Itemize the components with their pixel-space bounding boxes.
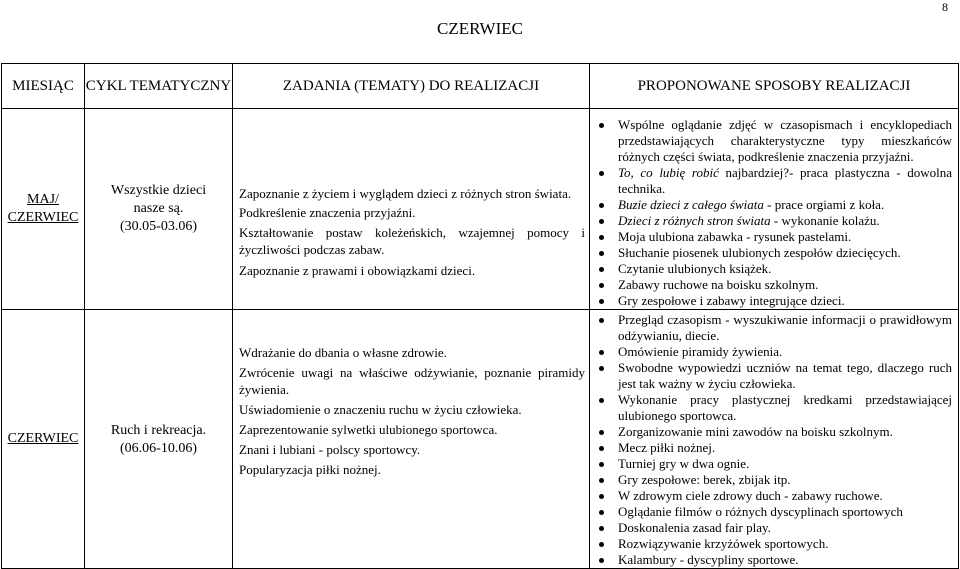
way-text: Turniej gry w dwa ognie.: [618, 456, 750, 471]
header-tasks: ZADANIA (TEMATY) DO REALIZACJI: [233, 64, 590, 109]
way-text: Czytanie ulubionych książek.: [618, 261, 772, 276]
way-text: - wykonanie kolażu.: [770, 213, 880, 228]
bullet-icon: [599, 542, 604, 547]
way-text: Omówienie piramidy żywienia.: [618, 344, 783, 359]
list-item: [618, 360, 952, 392]
cycle-line: nasze są.: [133, 201, 184, 216]
way-text: Wspólne oglądanie zdjęć w czasopismach i encyklopediach przedstawiających charakterystyczne typy mieszkańców różnych części świata, podkreślenie znaczenia przyjaźni.: [618, 117, 952, 164]
cycle-line: (06.06-10.06): [120, 441, 197, 456]
month-line: CZERWIEC: [7, 431, 79, 446]
list-item: [618, 229, 952, 245]
table-header-row: [2, 64, 959, 109]
cycle-line: Ruch i rekreacja.: [110, 423, 207, 438]
task-item: Kształtowanie postaw koleżeńskich, wzajemnej pomocy i życzliwości podczas zabaw.: [239, 225, 585, 257]
list-item: [618, 424, 952, 440]
way-text: Wykonanie pracy plastycznej kredkami przedstawiającej ulubionego sportowca.: [618, 392, 952, 423]
task-item: Popularyzacja piłki nożnej.: [239, 462, 381, 477]
way-text: Gry zespołowe: berek, zbijak itp.: [618, 472, 791, 487]
bullet-icon: [599, 430, 604, 435]
bullet-icon: [599, 526, 604, 531]
plan-table: [1, 63, 959, 569]
way-text: Moja ulubiona zabawka - rysunek pastelami.: [618, 229, 852, 244]
bullet-icon: [599, 494, 604, 499]
list-item: [618, 165, 952, 197]
month-line: CZERWIEC: [7, 210, 79, 225]
ways-list: [594, 117, 952, 309]
way-text: Oglądanie filmów o różnych dyscyplinach sportowych: [618, 504, 903, 519]
cycle-line: Wszystkie dzieci: [110, 183, 207, 198]
way-text: Kalambury - dyscypliny sportowe.: [618, 552, 799, 567]
task-item: Zapoznanie z prawami i obowiązkami dzieci.: [239, 263, 476, 278]
bullet-icon: [599, 219, 604, 224]
document-title: CZERWIEC: [437, 19, 523, 38]
list-item: [618, 504, 952, 520]
bullet-icon: [599, 171, 604, 176]
bullet-icon: [599, 398, 604, 403]
way-text: Rozwiązywanie krzyżówek sportowych.: [618, 536, 829, 551]
task-item: Uświadomienie o znaczeniu ruchu w życiu człowieka.: [239, 402, 522, 417]
way-text: - prace orgiami z koła.: [763, 197, 885, 212]
month-cell: [2, 310, 85, 569]
task-item: Wdrażanie do dbania o własne zdrowie.: [239, 345, 447, 360]
header-ways: PROPONOWANE SPOSOBY REALIZACJI: [590, 64, 959, 109]
ways-cell: [590, 109, 959, 310]
list-item: [618, 392, 952, 424]
page-number: 8: [942, 0, 948, 14]
header-month: MIESIĄC: [2, 64, 85, 109]
list-item: [618, 261, 952, 277]
bullet-icon: [599, 366, 604, 371]
list-item: [618, 213, 952, 229]
bullet-icon: [599, 446, 604, 451]
tasks-cell: [233, 109, 590, 310]
list-item: [618, 488, 952, 504]
task-item: Zapoznanie z życiem i wyglądem dzieci z różnych stron świata.: [239, 186, 572, 201]
cycle-cell: [85, 109, 233, 310]
cycle-line: (30.05-03.06): [120, 219, 197, 234]
list-item: [618, 245, 952, 261]
list-item: [618, 344, 952, 360]
ways-cell: [590, 310, 959, 569]
list-item: [618, 117, 952, 165]
way-text: Swobodne wypowiedzi uczniów na temat tego, dlaczego ruch jest tak ważny w życiu człowieka.: [618, 360, 952, 391]
way-text: W zdrowym ciele zdrowy duch - zabawy ruchowe.: [618, 488, 883, 503]
table-row: [2, 109, 959, 310]
month-cell: [2, 109, 85, 310]
list-item: [618, 312, 952, 344]
task-item: Zwrócenie uwagi na właściwe odżywianie, poznanie piramidy żywienia.: [239, 365, 585, 397]
bullet-icon: [599, 350, 604, 355]
ways-list: [594, 312, 952, 568]
way-text: Zabawy ruchowe na boisku szkolnym.: [618, 277, 819, 292]
way-text: Przegląd czasopism - wyszukiwanie informacji o prawidłowym odżywianiu, diecie.: [618, 312, 952, 343]
month-line: MAJ/: [27, 192, 59, 207]
way-text: Słuchanie piosenek ulubionych zespołów dziecięcych.: [618, 245, 901, 260]
way-text: najbardziej?- praca plastyczna - dowolna technika.: [618, 165, 952, 196]
list-item: [618, 197, 952, 213]
bullet-icon: [599, 510, 604, 515]
way-text: Doskonalenia zasad fair play.: [618, 520, 771, 535]
bullet-icon: [599, 478, 604, 483]
list-item: [618, 552, 952, 568]
way-italic: Buzie dzieci z całego świata: [618, 197, 764, 212]
list-item: [618, 456, 952, 472]
task-item: Podkreślenie znaczenia przyjaźni.: [239, 205, 416, 220]
bullet-icon: [599, 235, 604, 240]
header-cycle: CYKL TEMATYCZNY: [85, 64, 233, 109]
way-text: Zorganizowanie mini zawodów na boisku szkolnym.: [618, 424, 893, 439]
bullet-icon: [599, 123, 604, 128]
bullet-icon: [599, 462, 604, 467]
list-item: [618, 440, 952, 456]
bullet-icon: [599, 203, 604, 208]
list-item: [618, 472, 952, 488]
tasks-cell: [233, 310, 590, 569]
bullet-icon: [599, 318, 604, 323]
list-item: [618, 293, 952, 309]
list-item: [618, 536, 952, 552]
list-item: [618, 520, 952, 536]
way-italic: Dzieci z różnych stron świata: [618, 213, 771, 228]
way-text: Mecz piłki nożnej.: [618, 440, 716, 455]
task-item: Zaprezentowanie sylwetki ulubionego sportowca.: [239, 422, 498, 437]
cycle-cell: [85, 310, 233, 569]
bullet-icon: [599, 283, 604, 288]
list-item: [618, 277, 952, 293]
bullet-icon: [599, 558, 604, 563]
way-text: Gry zespołowe i zabawy integrujące dzieci.: [618, 293, 845, 308]
bullet-icon: [599, 299, 604, 304]
bullet-icon: [599, 251, 604, 256]
bullet-icon: [599, 267, 604, 272]
task-item: Znani i lubiani - polscy sportowcy.: [239, 442, 421, 457]
way-italic: To, co lubię robić: [618, 165, 719, 180]
table-row: [2, 310, 959, 569]
